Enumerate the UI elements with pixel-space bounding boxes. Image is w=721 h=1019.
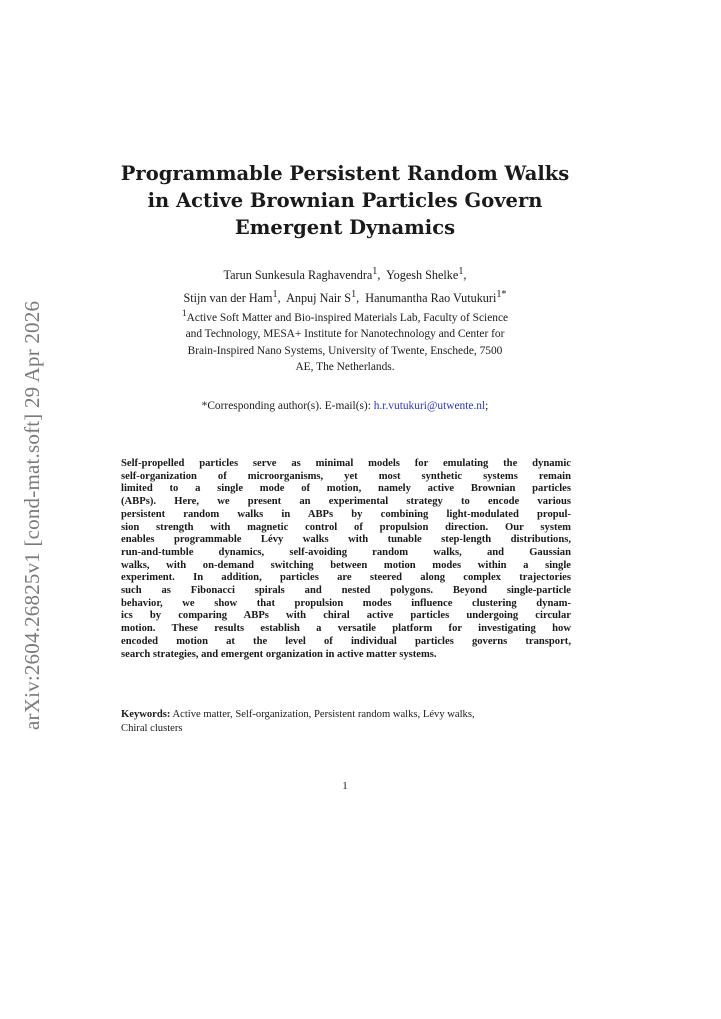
abstract-line: search strategies, and emergent organization in active matter systems. [121, 648, 437, 660]
abstract-line: encoded motion at the level of individual particles governs transport, [121, 635, 571, 647]
affiliation-line: and Technology, MESA+ Institute for Nanotechnology and Center for [185, 328, 505, 341]
arxiv-identifier-stamp: arXiv:2604.26825v1 [cond-mat.soft] 29 Apr 2026 [20, 300, 44, 730]
email-separator: ; [485, 400, 489, 412]
paper-title [100, 160, 590, 241]
title-line: Programmable Persistent Random Walks [120, 162, 570, 185]
keywords-line: Chiral clusters [121, 722, 183, 734]
abstract-line: enables programmable Lévy walks with tunable step-length distributions, [121, 534, 571, 546]
abstract-line: run-and-tumble dynamics, self-avoiding random walks, and Gaussian [121, 546, 571, 558]
author-list [90, 262, 600, 308]
abstract-line: Self-propelled particles serve as minimal models for emulating the dynamic [121, 458, 571, 469]
abstract-line: behavior, we show that propulsion modes influence clustering dynam- [121, 597, 571, 609]
abstract-line: self-organization of microorganisms, yet most synthetic systems remain [121, 470, 571, 482]
affiliation-marker: 1 [458, 266, 464, 277]
affiliation-line: Brain-Inspired Nano Systems, University of Twente, Enschede, 7500 [187, 344, 503, 357]
abstract-line: (ABPs). Here, we present an experimental strategy to encode various [121, 496, 571, 508]
abstract-line: walks, with on-demand switching between motion modes within a single [121, 559, 571, 571]
author-name: Tarun Sunkesula Raghavendra [223, 268, 373, 283]
abstract-line: persistent random walks in ABPs by combining light-modulated propul- [121, 508, 571, 520]
abstract-line: sion strength with magnetic control of propulsion direction. Our system [121, 521, 571, 533]
corresponding-marker: 1* [496, 289, 507, 301]
title-line: Emergent Dynamics [234, 216, 456, 239]
affiliation-line: AE, The Netherlands. [295, 361, 395, 374]
title-line: in Active Brownian Particles Govern [147, 189, 543, 212]
author-name: Anpuj Nair S [286, 291, 352, 306]
keywords-label: Keywords: [121, 709, 171, 720]
abstract [121, 458, 571, 661]
affiliation-marker: 1 [372, 266, 378, 277]
keywords-line [121, 708, 571, 722]
author-name: Yogesh Shelke [386, 268, 459, 283]
keywords-text: Active matter, Self-organization, Persistent random walks, Lévy walks, [172, 709, 475, 720]
author-name: Hanumantha Rao Vutukuri [365, 291, 497, 306]
page-number: 1 [342, 780, 348, 792]
author-name: Stijn van der Ham [183, 291, 273, 306]
corresponding-label: *Corresponding author(s). E-mail(s): [201, 400, 371, 412]
affiliation-marker: 1 [181, 309, 187, 319]
affiliation-line: $^1$Active Soft Matter and Bio-inspired Materials Lab, Faculty of Science [181, 309, 509, 324]
author-line: Tarun Sunkesula Raghavendra$^1$, Yogesh Shelke$^1$, [223, 266, 467, 283]
affiliation-block [120, 306, 570, 376]
abstract-line: experiment. In addition, particles are steered along complex trajectories [121, 572, 571, 584]
email-link[interactable]: h.r.vutukuri@utwente.nl [373, 400, 486, 412]
affiliation-marker: 1 [351, 289, 357, 301]
author-line: Stijn van der Ham$^1$, Anpuj Nair $S^1$, Hanumantha Rao Vutukuri$^{1*}$ [183, 289, 507, 306]
abstract-line: ics by comparing ABPs with chiral active particles undergoing circular [121, 610, 571, 622]
affiliation-marker: 1 [272, 289, 278, 301]
abstract-line: motion. These results establish a versatile platform for investigating how [121, 623, 571, 635]
abstract-line: limited to a single mode of motion, namely active Brownian particles [121, 483, 571, 495]
keywords [121, 708, 571, 735]
corresponding-author [100, 400, 590, 412]
abstract-line: such as Fibonacci spirals and nested polygons. Beyond single-particle [121, 585, 571, 597]
